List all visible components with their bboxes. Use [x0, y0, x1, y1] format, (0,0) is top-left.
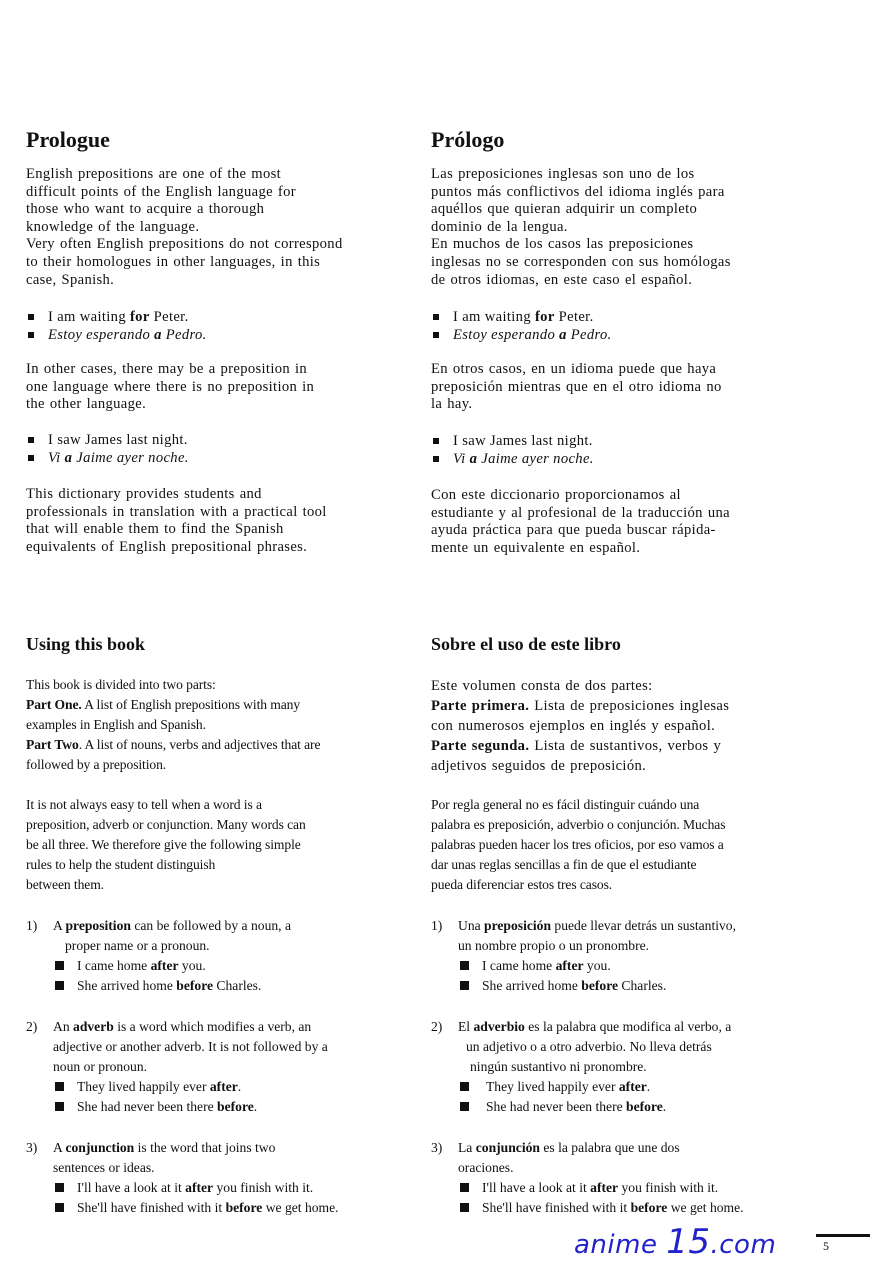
prologo-title: Prólogo — [431, 127, 505, 152]
text-line: Este volumen consta de dos partes: — [431, 678, 653, 694]
text-line: Part Two. A list of nouns, verbs and adjectives that are — [26, 737, 321, 752]
easy-paragraph — [26, 795, 306, 895]
text-line: It is not always easy to tell when a word is a — [26, 797, 262, 812]
bullet-icon — [460, 961, 469, 970]
text-line: those who want to acquire a thorough — [26, 201, 265, 218]
text-line: Part One. A list of English prepositions with many — [26, 697, 301, 712]
using-title: Using this book — [26, 634, 146, 654]
rule-2: 2) An adverb is a word which modifies a verb, an adjective or another adverb. It is not followed by a noun or pronoun. They lived happily ever after. She had never been there before. — [26, 1017, 411, 1117]
bullet-icon — [433, 332, 439, 338]
parts-description — [26, 675, 320, 775]
text-line: La conjunción es la palabra que une dos — [458, 1140, 680, 1155]
ejemplo-list-1 — [431, 308, 612, 344]
prologue-title: Prologue — [26, 127, 110, 152]
text-line: inglesas no se corresponden con sus homólogas — [431, 253, 731, 270]
list-item: I'll have a look at it after you finish with it. — [53, 1178, 413, 1198]
bullet-icon — [55, 1183, 64, 1192]
text-line: professionals in translation with a practical tool — [26, 503, 327, 520]
text-line: El adverbio es la palabra que modifica al verbo, a — [458, 1019, 732, 1034]
text-line: English prepositions are one of the most — [26, 166, 282, 182]
text-line: ayuda práctica para que pueda buscar rápida- — [431, 522, 716, 539]
text-line: de otros idiomas, en este caso el español. — [431, 271, 693, 288]
example-list-2 — [26, 431, 189, 467]
footer-rule — [816, 1234, 870, 1237]
list-item: She'll have finished with it before we get home. — [53, 1198, 413, 1218]
partes-description — [431, 676, 729, 776]
prologo-intro — [431, 166, 731, 289]
text-line: to their homologues in other languages, in this — [26, 253, 321, 270]
bullet-icon — [460, 981, 469, 990]
text-line: case, Spanish. — [26, 271, 115, 288]
bullet-icon — [460, 1102, 469, 1111]
text-line: aquéllos que quieran adquirir un completo — [431, 201, 698, 218]
bullet-icon — [28, 314, 34, 320]
text-line: Parte segunda. Lista de sustantivos, verbos y — [431, 738, 722, 754]
list-item: Estoy esperando a Pedro. — [26, 326, 207, 344]
text-line: Las preposiciones inglesas son uno de los — [431, 166, 695, 182]
text-line: This dictionary provides students and — [26, 486, 262, 502]
text-line: preposición mientras que en el otro idioma no — [431, 378, 722, 395]
list-item: She had never been there before. — [458, 1097, 838, 1117]
prologo-middle — [431, 361, 722, 414]
uso-title: Sobre el uso de este libro — [431, 634, 621, 654]
list-item: I'll have a look at it after you finish with it. — [458, 1178, 838, 1198]
text-line: En muchos de los casos las preposiciones — [431, 236, 694, 253]
bullet-icon — [433, 438, 439, 444]
list-item: She had never been there before. — [53, 1097, 413, 1117]
text-line: Por regla general no es fácil distinguir cuándo una — [431, 797, 700, 812]
text-line: be all three. We therefore give the following simple — [26, 837, 301, 852]
text-line: rules to help the student distinguish — [26, 857, 216, 872]
text-line: examples in English and Spanish. — [26, 717, 206, 732]
list-item: Estoy esperando a Pedro. — [431, 326, 612, 344]
text-line: one language where there is no preposition in — [26, 378, 315, 395]
text-line: palabras pueden hacer los tres oficios, por eso vamos a — [431, 837, 724, 852]
bullet-icon — [28, 437, 34, 443]
text-line: the other language. — [26, 396, 147, 413]
text-line: la hay. — [431, 396, 473, 413]
text-line: sentences or ideas. — [53, 1160, 155, 1175]
list-item: They lived happily ever after. — [53, 1077, 413, 1097]
text-line: noun or pronoun. — [53, 1059, 148, 1074]
list-item: They lived happily ever after. — [458, 1077, 838, 1097]
rule-1: 1) A preposition can be followed by a noun, a proper name or a pronoun. I came home after you. She arrived home before Charles. — [26, 916, 411, 996]
text-line: Parte primera. Lista de preposiciones inglesas — [431, 698, 730, 714]
text-line: In other cases, there may be a preposition in — [26, 361, 308, 377]
bullet-icon — [460, 1082, 469, 1091]
list-item: She arrived home before Charles. — [53, 976, 413, 996]
bullet-icon — [55, 981, 64, 990]
text-line: preposition, adverb or conjunction. Many words can — [26, 817, 306, 832]
example-list-1 — [26, 308, 207, 344]
list-item: I saw James last night. — [431, 432, 594, 450]
text-line: pueda diferenciar estos tres casos. — [431, 877, 613, 892]
bullet-icon — [433, 314, 439, 320]
text-line: ningún sustantivo ni pronombre. — [470, 1059, 647, 1074]
text-line: con numerosos ejemplos en inglés y español. — [431, 718, 716, 734]
list-item: She arrived home before Charles. — [458, 976, 838, 996]
text-line: This book is divided into two parts: — [26, 677, 216, 692]
text-line: mente un equivalente en español. — [431, 539, 641, 556]
bullet-icon — [55, 1082, 64, 1091]
text-line: difficult points of the English language for — [26, 183, 296, 200]
watermark: anime 15.com — [574, 1222, 777, 1262]
bullet-icon — [460, 1183, 469, 1192]
prologue-intro — [26, 166, 343, 289]
bullet-icon — [28, 332, 34, 338]
text-line: oraciones. — [458, 1160, 514, 1175]
text-line: dar unas reglas sencillas a fin de que el estudiante — [431, 857, 697, 872]
regla-paragraph — [431, 795, 725, 895]
text-line: estudiante y al profesional de la traducción una — [431, 504, 730, 521]
list-item: I am waiting for Peter. — [26, 308, 207, 326]
text-line: equivalents of English prepositional phrases. — [26, 538, 308, 555]
bullet-icon — [460, 1203, 469, 1212]
text-line: followed by a preposition. — [26, 757, 167, 772]
text-line: palabra es preposición, adverbio o conjunción. Muchas — [431, 817, 726, 832]
text-line: un adjetivo o a otro adverbio. No lleva detrás — [466, 1039, 712, 1054]
list-item: Vi a Jaime ayer noche. — [26, 449, 189, 467]
regla-3: 3) La conjunción es la palabra que une dos oraciones. I'll have a look at it after you finish with it. She'll have finished with it before we get home. — [431, 1138, 816, 1218]
bullet-icon — [433, 456, 439, 462]
regla-2: 2) El adverbio es la palabra que modifica al verbo, a un adjetivo o a otro adverbio. No lleva detrás ningún sustantivo ni pronombre. They lived happily ever after. She had never been there before. — [431, 1017, 816, 1117]
text-line: adjetivos seguidos de preposición. — [431, 758, 647, 774]
text-line: En otros casos, en un idioma puede que haya — [431, 361, 717, 377]
text-line: knowledge of the language. — [26, 218, 200, 235]
text-line: adjective or another adverb. It is not followed by a — [53, 1039, 328, 1054]
text-line: un nombre propio o un pronombre. — [458, 938, 650, 953]
list-item: I saw James last night. — [26, 431, 189, 449]
text-line: puntos más conflictivos del idioma inglés para — [431, 183, 725, 200]
prologue-closing — [26, 486, 327, 556]
bullet-icon — [28, 455, 34, 461]
list-item: She'll have finished with it before we get home. — [458, 1198, 838, 1218]
list-item: I came home after you. — [458, 956, 838, 976]
text-line: A preposition can be followed by a noun, a — [53, 918, 291, 933]
text-line: dominio de la lengua. — [431, 218, 568, 235]
text-line: Con este diccionario proporcionamos al — [431, 487, 681, 503]
list-item: I am waiting for Peter. — [431, 308, 612, 326]
text-line: An adverb is a word which modifies a verb, an — [53, 1019, 312, 1034]
regla-1: 1) Una preposición puede llevar detrás un sustantivo, un nombre propio o un pronombre. I came home after you. She arrived home before Charles. — [431, 916, 816, 996]
list-item: I came home after you. — [53, 956, 413, 976]
text-line: that will enable them to find the Spanish — [26, 521, 284, 538]
text-line: Una preposición puede llevar detrás un sustantivo, — [458, 918, 737, 933]
rule-3: 3) A conjunction is the word that joins two sentences or ideas. I'll have a look at it after you finish with it. She'll have finished with it before we get home. — [26, 1138, 411, 1218]
ejemplo-list-2 — [431, 432, 594, 468]
bullet-icon — [55, 1102, 64, 1111]
text-line: proper name or a pronoun. — [65, 938, 210, 953]
text-line: Very often English prepositions do not correspond — [26, 236, 343, 253]
bullet-icon — [55, 1203, 64, 1212]
prologo-closing — [431, 487, 730, 557]
text-line: between them. — [26, 877, 104, 892]
bullet-icon — [55, 961, 64, 970]
page-number: 5 — [823, 1239, 829, 1253]
prologue-middle — [26, 361, 314, 414]
list-item: Vi a Jaime ayer noche. — [431, 450, 594, 468]
text-line: A conjunction is the word that joins two — [53, 1140, 276, 1155]
